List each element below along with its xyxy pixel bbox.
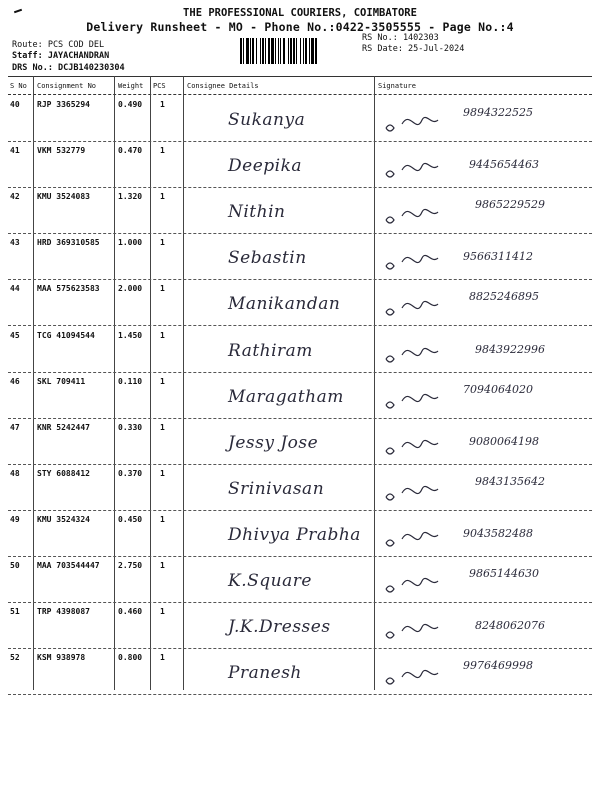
table-row xyxy=(8,96,592,142)
consignee-phone-handwritten: 9865229529 xyxy=(475,198,545,212)
table-row xyxy=(8,419,592,465)
route-label: Route: PCS COD DEL xyxy=(12,40,105,50)
consignee-phone-handwritten: 9843922996 xyxy=(475,342,545,356)
row-consignment-no: KNR 5242447 xyxy=(37,422,90,432)
barcode-bar xyxy=(260,38,261,64)
barcode-bar xyxy=(296,38,297,64)
consignee-name-handwritten: Sebastin xyxy=(228,248,307,269)
row-weight: 0.330 xyxy=(118,422,143,432)
barcode-bar xyxy=(265,38,266,64)
consignee-name-handwritten: Manikandan xyxy=(228,294,341,315)
column-header-pcs: PCS xyxy=(153,82,166,90)
row-pcs: 1 xyxy=(160,100,165,109)
barcode-bar xyxy=(315,38,317,64)
barcode-bar xyxy=(275,38,276,64)
barcode-bar xyxy=(290,38,292,64)
row-consignment-no: SKL 709411 xyxy=(37,376,86,386)
consignee-name-handwritten: Sukanya xyxy=(228,110,306,130)
barcode-bar xyxy=(283,38,285,64)
row-consignment-no: TRP 4398087 xyxy=(37,607,90,617)
barcode-bar xyxy=(262,38,264,64)
consignee-phone-handwritten: 9894322525 xyxy=(463,106,533,119)
row-pcs: 1 xyxy=(160,376,165,386)
table-row xyxy=(8,234,592,280)
row-consignment-no: TCG 41094544 xyxy=(37,330,95,340)
consignee-phone-handwritten: 9976469998 xyxy=(463,659,533,673)
row-sno: 48 xyxy=(10,468,20,478)
consignee-name-handwritten: Deepika xyxy=(228,156,303,177)
barcode-bar xyxy=(243,38,244,64)
consignee-phone-handwritten: 7094064020 xyxy=(463,382,533,396)
consignee-phone-handwritten: 9566311412 xyxy=(463,250,533,264)
row-divider xyxy=(8,694,592,695)
row-consignment-no: RJP 3365294 xyxy=(37,100,90,109)
rs-number: RS No.: 1402303 xyxy=(362,33,439,43)
drs-number: DRS No.: DCJB140230304 xyxy=(12,63,125,73)
table-row xyxy=(8,373,592,419)
row-sno: 46 xyxy=(10,376,20,386)
barcode-bar xyxy=(271,38,274,64)
row-weight: 2.000 xyxy=(118,284,143,294)
row-pcs: 1 xyxy=(160,192,165,202)
table-row xyxy=(8,649,592,695)
row-weight: 0.110 xyxy=(118,376,143,386)
column-header-sno: S No xyxy=(10,82,27,90)
barcode-bar xyxy=(278,38,279,64)
row-sno: 42 xyxy=(10,192,20,202)
table-row xyxy=(8,511,592,557)
row-consignment-no: MAA 703544447 xyxy=(37,561,100,570)
column-header-weight: Weight xyxy=(118,82,144,90)
row-pcs: 1 xyxy=(160,561,165,570)
barcode-bar xyxy=(293,38,295,64)
row-sno: 47 xyxy=(10,422,20,432)
consignee-name-handwritten: Rathiram xyxy=(228,340,313,361)
rs-date: RS Date: 25-Jul-2024 xyxy=(362,44,465,54)
row-weight: 0.460 xyxy=(118,607,143,617)
barcode-bar xyxy=(300,38,301,64)
table-row xyxy=(8,327,592,373)
consignee-phone-handwritten: 9865144630 xyxy=(469,567,539,580)
row-pcs: 1 xyxy=(160,330,165,340)
table-row xyxy=(8,188,592,234)
barcode-bar xyxy=(305,38,307,64)
row-weight: 1.450 xyxy=(118,330,143,340)
consignee-name-handwritten: Nithin xyxy=(228,202,286,223)
row-pcs: 1 xyxy=(160,238,165,248)
row-consignment-no: KMU 3524324 xyxy=(37,514,90,524)
barcode-bar xyxy=(252,38,254,64)
row-sno: 49 xyxy=(10,514,20,524)
consignee-name-handwritten: Srinivasan xyxy=(228,478,325,499)
column-header-signature: Signature xyxy=(378,82,416,90)
barcode-bar xyxy=(309,38,310,64)
row-sno: 51 xyxy=(10,607,20,617)
table-row xyxy=(8,280,592,326)
row-weight: 1.320 xyxy=(118,192,143,202)
row-weight: 0.470 xyxy=(118,146,143,156)
table-top-rule xyxy=(8,76,592,77)
consignee-name-handwritten: J.K.Dresses xyxy=(228,617,331,638)
staff-label: Staff: JAYACHANDRAN xyxy=(12,51,110,61)
barcode-image xyxy=(240,38,356,64)
barcode-bar xyxy=(256,38,257,64)
runsheet-subtitle: Delivery Runsheet - MO - Phone No.:0422-3505555 - Page No.:4 xyxy=(86,20,514,34)
table-row xyxy=(8,557,592,603)
table-row xyxy=(8,142,592,188)
row-pcs: 1 xyxy=(160,284,165,294)
row-weight: 0.450 xyxy=(118,514,143,524)
barcode-bar xyxy=(246,38,249,64)
row-sno: 43 xyxy=(10,238,20,248)
consignee-phone-handwritten: 9080064198 xyxy=(469,434,539,448)
row-weight: 0.370 xyxy=(118,468,143,478)
consignee-phone-handwritten: 8248062076 xyxy=(475,619,545,633)
barcode-bar xyxy=(268,38,270,64)
row-pcs: 1 xyxy=(160,468,165,478)
consignee-name-handwritten: Maragatham xyxy=(228,386,344,407)
row-weight: 0.800 xyxy=(118,653,143,663)
consignee-name-handwritten: K.Square xyxy=(228,571,312,591)
row-consignment-no: KMU 3524083 xyxy=(37,192,90,202)
row-sno: 44 xyxy=(10,284,20,294)
row-pcs: 1 xyxy=(160,514,165,524)
row-consignment-no: STY 6088412 xyxy=(37,468,90,478)
consignee-phone-handwritten: 8825246895 xyxy=(469,290,539,304)
row-consignment-no: MAA 575623583 xyxy=(37,284,100,294)
consignee-name-handwritten: Dhivya Prabha xyxy=(228,524,361,545)
row-consignment-no: VKM 532779 xyxy=(37,146,86,156)
row-pcs: 1 xyxy=(160,422,165,432)
row-pcs: 1 xyxy=(160,607,165,617)
row-sno: 41 xyxy=(10,146,20,156)
consignee-phone-handwritten: 9843135642 xyxy=(475,474,545,488)
row-consignment-no: KSM 938978 xyxy=(37,653,86,663)
company-title: THE PROFESSIONAL COURIERS, COIMBATORE xyxy=(183,7,417,19)
barcode-bar xyxy=(303,38,304,64)
row-pcs: 1 xyxy=(160,653,165,663)
row-sno: 52 xyxy=(10,653,20,663)
row-sno: 45 xyxy=(10,330,20,340)
barcode-bar xyxy=(311,38,314,64)
barcode-bar xyxy=(288,38,289,64)
table-row xyxy=(8,465,592,511)
row-sno: 40 xyxy=(10,100,20,109)
table-header-rule xyxy=(8,94,592,95)
consignee-phone-handwritten: 9445654463 xyxy=(469,158,539,172)
column-header-consignee: Consignee Details xyxy=(187,82,259,90)
barcode-bar xyxy=(240,38,242,64)
row-weight: 2.750 xyxy=(118,561,143,570)
column-header-consignment: Consignment No xyxy=(37,82,97,90)
consignee-name-handwritten: Jessy Jose xyxy=(228,432,319,453)
row-weight: 0.490 xyxy=(118,100,143,109)
consignee-phone-handwritten: 9043582488 xyxy=(463,526,533,540)
barcode-bar xyxy=(250,38,251,64)
consignee-name-handwritten: Pranesh xyxy=(228,663,302,684)
row-pcs: 1 xyxy=(160,146,165,156)
table-row xyxy=(8,603,592,649)
barcode-bar xyxy=(280,38,281,64)
row-weight: 1.000 xyxy=(118,238,143,248)
row-sno: 50 xyxy=(10,561,20,570)
row-consignment-no: HRD 369310585 xyxy=(37,238,100,248)
